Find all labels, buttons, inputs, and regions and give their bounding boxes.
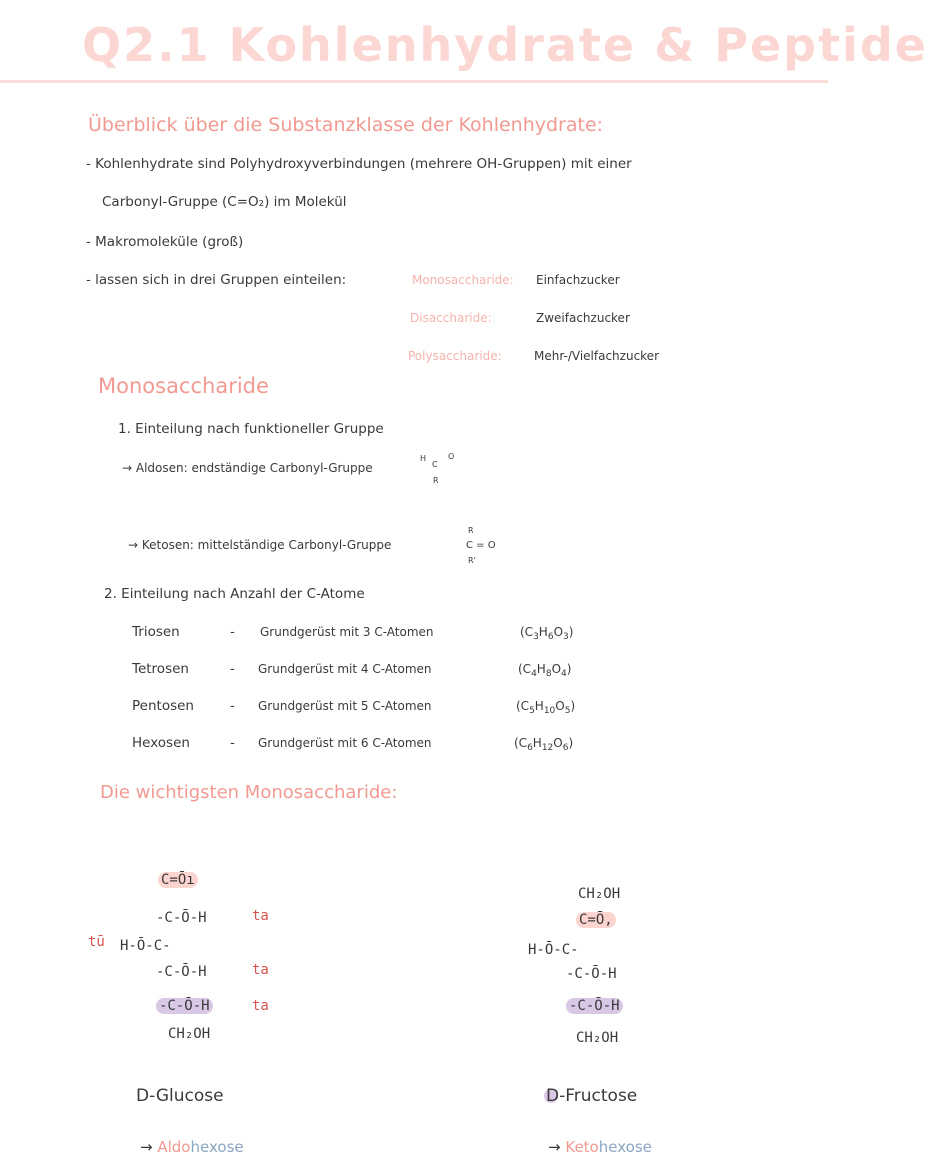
title-underline bbox=[0, 80, 828, 83]
mono-division-1: 1. Einteilung nach funktioneller Gruppe bbox=[118, 421, 384, 437]
row-formula-hexosen: $(C_6H_{12}O_6)$ bbox=[514, 736, 574, 753]
glucose-row-1: -C-Ō-H bbox=[156, 910, 207, 926]
ketosen-line: → Ketosen: mittelständige Carbonyl-Gruppe bbox=[128, 538, 392, 552]
keto-formula bbox=[466, 526, 526, 568]
glucose-ta-1: ta bbox=[252, 908, 269, 924]
overview-line-1: - Kohlenhydrate sind Polyhydroxyverbindungen (mehrere OH-Gruppen) mit einer bbox=[86, 156, 632, 172]
row-dash: - bbox=[230, 661, 235, 677]
row-name-pentosen: Pentosen bbox=[132, 698, 194, 714]
aldosen-line: → Aldosen: endständige Carbonyl-Gruppe bbox=[122, 461, 373, 475]
row-name-triosen: Triosen bbox=[132, 624, 180, 640]
glucose-name: D-Glucose bbox=[136, 1086, 224, 1106]
mono-heading: Monosaccharide bbox=[98, 374, 269, 398]
row-desc-tetrosen: Grundgerüst mit 4 C-Atomen bbox=[258, 662, 432, 676]
fructose-carbonyl: C=Ō, bbox=[576, 912, 616, 928]
aldo-c: C bbox=[432, 460, 438, 469]
group-name-poly: Polysaccharide: bbox=[408, 349, 502, 363]
row-formula-triosen: $(C_3H_6O_3)$ bbox=[520, 625, 574, 642]
glucose-tu: tū bbox=[88, 934, 105, 950]
row-formula-tetrosen: $(C_4H_8O_4)$ bbox=[518, 662, 572, 679]
row-desc-hexosen: Grundgerüst mit 6 C-Atomen bbox=[258, 736, 432, 750]
overview-line-2: Carbonyl-Gruppe (C=O₂) im Molekül bbox=[102, 194, 347, 210]
group-desc-di: Zweifachzucker bbox=[536, 311, 630, 325]
row-formula-pentosen: $(C_5H_{10}O_5)$ bbox=[516, 699, 576, 716]
page-title: Q2.1 Kohlenhydrate & Peptide bbox=[82, 18, 928, 72]
row-name-hexosen: Hexosen bbox=[132, 735, 190, 751]
aldo-o: O bbox=[448, 452, 455, 461]
row-name-tetrosen: Tetrosen bbox=[132, 661, 189, 677]
fructose-row-4: -C-Ō-H bbox=[566, 998, 623, 1014]
group-desc-poly: Mehr-/Vielfachzucker bbox=[534, 349, 659, 363]
group-name-mono: Monosaccharide: bbox=[412, 273, 514, 287]
glucose-ta-2: ta bbox=[252, 962, 269, 978]
overview-line-4: - lassen sich in drei Gruppen einteilen: bbox=[86, 272, 347, 288]
row-desc-triosen: Grundgerüst mit 3 C-Atomen bbox=[260, 625, 434, 639]
row-desc-pentosen: Grundgerüst mit 5 C-Atomen bbox=[258, 699, 432, 713]
glucose-carbonyl: C=Ōı bbox=[158, 872, 198, 888]
group-desc-mono: Einfachzucker bbox=[536, 273, 620, 287]
row-dash: - bbox=[230, 735, 235, 751]
aldo-r: R bbox=[433, 476, 439, 485]
group-name-di: Disaccharide: bbox=[410, 311, 492, 325]
important-heading: Die wichtigsten Monosaccharide: bbox=[100, 782, 398, 803]
glucose-bottom: CH₂OH bbox=[168, 1026, 211, 1042]
keto-r-top: R bbox=[468, 526, 474, 535]
row-dash: - bbox=[230, 624, 235, 640]
glucose-row-3: -C-Ō-H bbox=[156, 964, 207, 980]
fructose-top: CH₂OH bbox=[578, 886, 621, 902]
aldo-h: H bbox=[420, 454, 427, 463]
row-dash: - bbox=[230, 698, 235, 714]
glucose-row-4: -C-Ō-H bbox=[156, 998, 213, 1014]
overview-line-3: - Makromoleküle (groß) bbox=[86, 234, 244, 250]
fructose-row-2: H-Ō-C- bbox=[528, 942, 579, 958]
glucose-ta-3: ta bbox=[252, 998, 269, 1014]
fructose-bottom: CH₂OH bbox=[576, 1030, 619, 1046]
glucose-type: → Aldohexose bbox=[140, 1138, 244, 1156]
fructose-row-3: -C-Ō-H bbox=[566, 966, 617, 982]
keto-r-bottom: R' bbox=[468, 556, 476, 565]
keto-c-o: C = O bbox=[466, 540, 496, 551]
fructose-name: D-Fructose bbox=[546, 1086, 638, 1106]
aldo-formula bbox=[418, 452, 466, 488]
glucose-row-2: H-Ō-C- bbox=[120, 938, 171, 954]
fructose-type: → Ketohexose bbox=[548, 1138, 652, 1156]
overview-heading: Überblick über die Substanzklasse der Kohlenhydrate: bbox=[88, 114, 604, 136]
mono-division-2: 2. Einteilung nach Anzahl der C-Atome bbox=[104, 586, 365, 602]
